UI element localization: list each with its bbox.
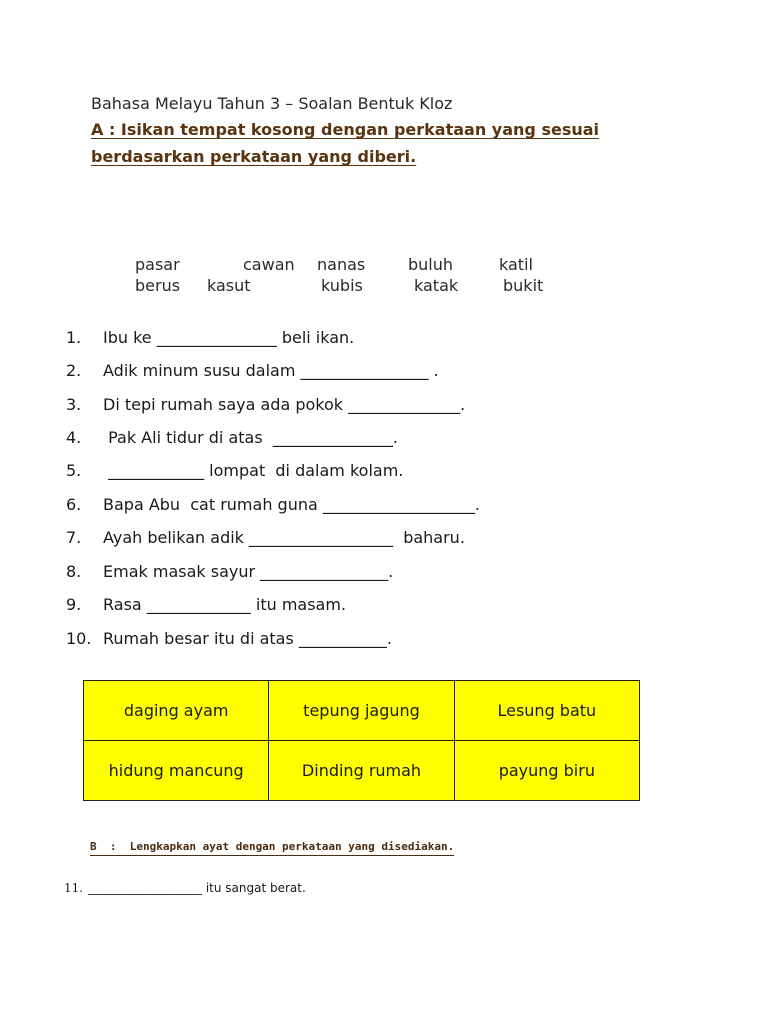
word-bank-item: kasut xyxy=(207,276,251,295)
page-title: Bahasa Melayu Tahun 3 – Soalan Bentuk Kloz xyxy=(91,94,453,113)
question-number: 5. xyxy=(66,461,82,480)
word-bank-item: pasar xyxy=(135,255,180,274)
phrase-cell: tepung jagung xyxy=(269,681,454,741)
phrase-row xyxy=(84,741,640,801)
phrase-cell: payung biru xyxy=(454,741,639,801)
question-text: Ayah belikan adik __________________ baharu. xyxy=(103,528,465,547)
phrase-cell: daging ayam xyxy=(84,681,269,741)
question-text: ___________________ itu sangat berat. xyxy=(88,881,306,895)
question-number: 3. xyxy=(66,395,82,414)
question-number: 10. xyxy=(66,629,92,648)
question-text: Ibu ke _______________ beli ikan. xyxy=(103,328,355,347)
section-b-instruction: B : Lengkapkan ayat dengan perkataan yang disediakan. xyxy=(90,840,454,856)
question-text: Emak masak sayur ________________. xyxy=(103,562,394,581)
question-text: ____________ lompat di dalam kolam. xyxy=(103,461,404,480)
question-number: 4. xyxy=(66,428,82,447)
section-a-instruction-line2: berdasarkan perkataan yang diberi. xyxy=(91,147,417,166)
word-bank-item: katil xyxy=(499,255,533,274)
word-bank-item: kubis xyxy=(321,276,363,295)
word-bank-item: katak xyxy=(414,276,459,295)
question-number: 6. xyxy=(66,495,82,514)
question-text: Pak Ali tidur di atas _______________. xyxy=(103,428,398,447)
question-text: Rasa _____________ itu masam. xyxy=(103,595,347,614)
word-bank-item: bukit xyxy=(503,276,544,295)
question-text: Di tepi rumah saya ada pokok ______________. xyxy=(103,395,466,414)
word-bank-item: nanas xyxy=(317,255,366,274)
phrase-cell: Dinding rumah xyxy=(269,741,454,801)
question-number: 8. xyxy=(66,562,82,581)
question-number: 1. xyxy=(66,328,82,347)
phrase-table xyxy=(83,680,640,801)
phrase-row xyxy=(84,681,640,741)
word-bank-item: cawan xyxy=(243,255,295,274)
phrase-cell: Lesung batu xyxy=(454,681,639,741)
question-number: 7. xyxy=(66,528,82,547)
word-bank-item: buluh xyxy=(408,255,454,274)
question-text: Rumah besar itu di atas ___________. xyxy=(103,629,392,648)
section-a-instruction-line1: A : Isikan tempat kosong dengan perkataan yang sesuai xyxy=(91,120,600,139)
word-bank-item: berus xyxy=(135,276,181,295)
question-number: 2. xyxy=(66,361,82,380)
question-number: 11. xyxy=(64,881,84,895)
question-text: Bapa Abu cat rumah guna ___________________. xyxy=(103,495,480,514)
question-text: Adik minum susu dalam ________________ . xyxy=(103,361,439,380)
phrase-cell: hidung mancung xyxy=(84,741,269,801)
question-number: 9. xyxy=(66,595,82,614)
